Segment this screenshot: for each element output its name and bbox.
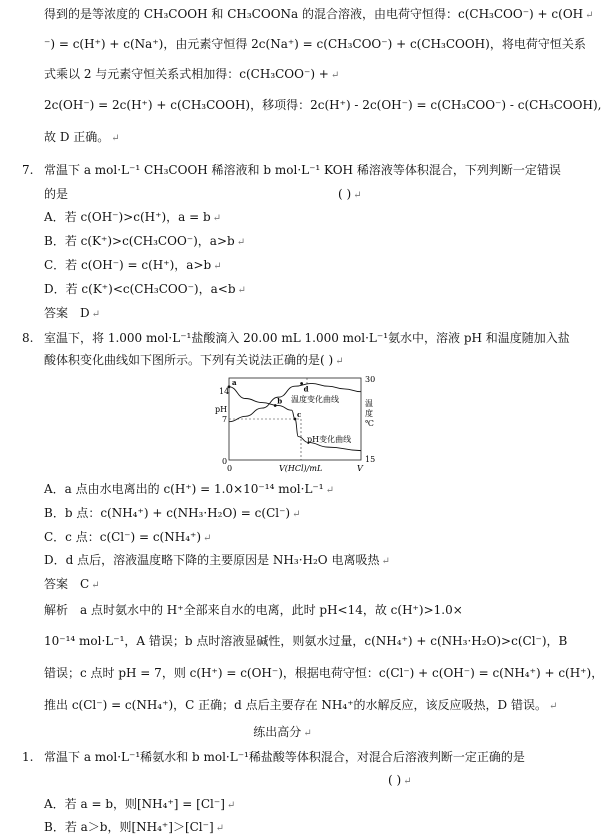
question-1-number: 1. [22, 750, 34, 764]
y-right-label-1: 温 [365, 399, 373, 408]
y-right-tick-15: 15 [365, 455, 376, 464]
question-8-answer: 答案 C ↵ [44, 577, 100, 591]
question-8-analysis-1: 解析 a 点时氨水中的 H⁺全部来自水的电离，此时 pH<14，故 c(H⁺)>1.0× [44, 603, 463, 617]
question-8-option-c: C．c 点：c(Cl⁻) = c(NH₄⁺) ↵ [44, 530, 212, 544]
text-line-5: 故 D 正确。 ↵ [44, 130, 120, 144]
question-7-answer: 答案 D ↵ [44, 306, 101, 320]
question-8-analysis-4: 推出 c(Cl⁻) = c(NH₄⁺)，C 正确；d 点后主要存在 NH₄⁺的水解反应，该反应吸热，D 错误。 ↵ [44, 698, 558, 712]
point-d [300, 382, 303, 385]
text-line-2: ⁻) = c(H⁺) + c(Na⁺)，由元素守恒得 2c(Na⁺) = c(CH₃COO⁻) + c(CH₃COOH)，将电荷守恒关系 [44, 37, 586, 51]
question-8-option-d: D．d 点后，溶液温度略下降的主要原因是 NH₃·H₂O 电离吸热 ↵ [44, 553, 390, 567]
question-7-answer-blank: ( ) ↵ [338, 187, 362, 201]
point-label-b: b [277, 396, 283, 406]
question-7-option-a: A．若 c(OH⁻)>c(H⁺)，a = b ↵ [44, 210, 222, 224]
question-8-stem-2: 酸体积变化曲线如下图所示。下列有关说法正确的是( ) ↵ [44, 353, 344, 367]
y-left-tick-0: 0 [222, 457, 228, 466]
ph-temperature-chart [207, 372, 383, 472]
text-line-4: 2c(OH⁻) = 2c(H⁺) + c(CH₃COOH)，移项得：2c(H⁺) - 2c(OH⁻) = c(CH₃COO⁻) - c(CH₃COOH), [44, 98, 602, 112]
y-right-unit: ℃ [365, 419, 374, 428]
temperature-curve-label: 温度变化曲线 [291, 395, 339, 404]
question-8-analysis-3: 错误；c 点时 pH = 7，则 c(H⁺) = c(OH⁻)，根据电荷守恒：c(Cl⁻) + c(OH⁻) = c(NH₄⁺) + c(H⁺)， [44, 666, 603, 680]
question-1-option-b: B．若 a＞b，则[NH₄⁺]＞[Cl⁻] ↵ [44, 820, 225, 834]
text-line-3: 式乘以 2 与元素守恒关系式相加得：c(CH₃COO⁻) + ↵ [44, 67, 340, 81]
question-7-option-b: B．若 c(K⁺)>c(CH₃COO⁻)，a>b ↵ [44, 234, 246, 248]
question-7-number: 7. [22, 163, 34, 177]
ph-curve-label: pH变化曲线 [307, 435, 352, 444]
section-title: 练出高分 ↵ [253, 725, 312, 739]
question-7-option-c: C．若 c(OH⁻) = c(H⁺)，a>b ↵ [44, 258, 222, 272]
point-c [294, 418, 297, 421]
point-label-a: a [232, 377, 237, 387]
y-right-tick-30: 30 [365, 375, 376, 384]
question-8-stem-1: 室温下，将 1.000 mol·L⁻¹盐酸滴入 20.00 mL 1.000 mol·L⁻¹氨水中，溶液 pH 和温度随加入盐 [44, 331, 570, 345]
text-line-1: 得到的是等浓度的 CH₃COOH 和 CH₃COONa 的混合溶液，由电荷守恒得：c(CH₃COO⁻) + c(OH ↵ [44, 7, 594, 21]
x-end-label: V [357, 464, 363, 473]
x-axis-label: V(HCl)/mL [279, 464, 323, 473]
y-left-tick-7: 7 [222, 415, 228, 424]
origin-label: 0 [227, 464, 233, 473]
question-8-analysis-2: 10⁻¹⁴ mol·L⁻¹，A 错误；b 点时溶液显碱性，则氨水过量，c(NH₄⁺) + c(NH₃·H₂O)>c(Cl⁻)，B [44, 634, 568, 648]
y-left-tick-14: 14 [219, 387, 230, 396]
point-label-d: d [303, 384, 309, 394]
question-1-answer-blank: ( ) ↵ [388, 773, 412, 787]
y-right-label-2: 度 [365, 409, 373, 418]
question-1-stem-1: 常温下 a mol·L⁻¹稀氨水和 b mol·L⁻¹稀盐酸等体积混合，对混合后溶液判断一定正确的是 [44, 750, 525, 764]
question-7-stem-2: 的是 [44, 187, 69, 201]
question-7-stem-1: 常温下 a mol·L⁻¹ CH₃COOH 稀溶液和 b mol·L⁻¹ KOH 稀溶液等体积混合，下列判断一定错误 [44, 163, 561, 177]
question-1-option-a: A．若 a = b，则[NH₄⁺] = [Cl⁻] ↵ [44, 797, 236, 811]
question-8-option-b: B．b 点：c(NH₄⁺) + c(NH₃·H₂O) = c(Cl⁻) ↵ [44, 506, 301, 520]
question-7-option-d: D．若 c(K⁺)<c(CH₃COO⁻)，a<b ↵ [44, 282, 246, 296]
question-8-option-a: A．a 点由水电离出的 c(H⁺) = 1.0×10⁻¹⁴ mol·L⁻¹ ↵ [44, 482, 334, 496]
point-label-c: c [297, 410, 302, 419]
point-b [274, 404, 277, 407]
y-left-label: pH [215, 405, 228, 414]
question-8-number: 8. [22, 331, 34, 345]
